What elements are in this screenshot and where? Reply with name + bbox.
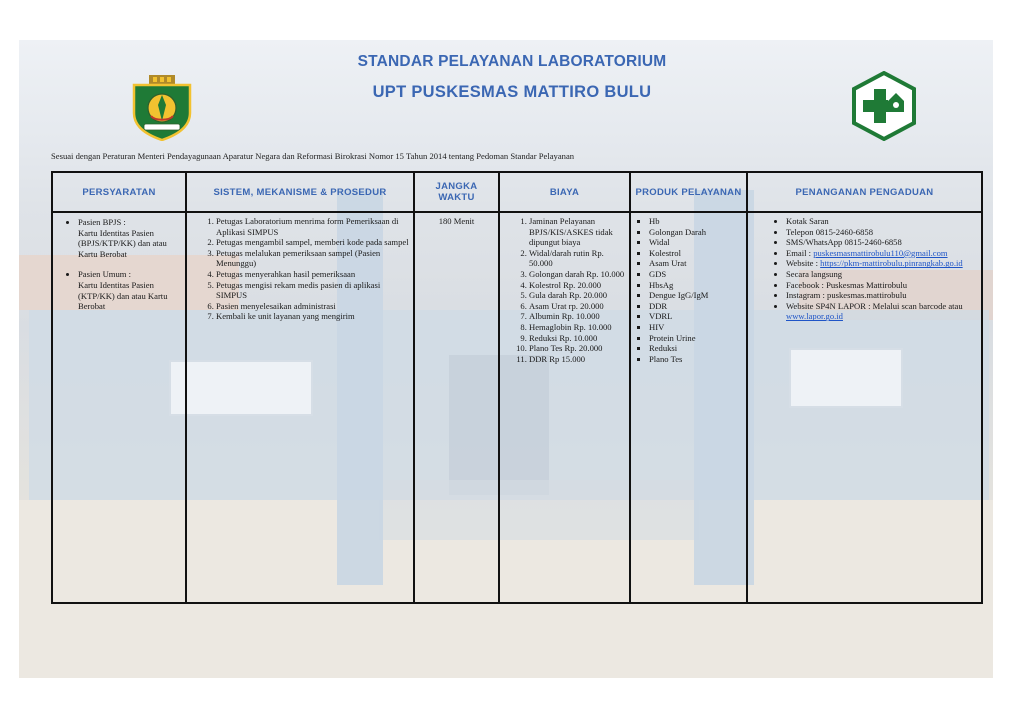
list-item: 7. Kembali ke unit layanan yang mengirim (216, 311, 409, 322)
list-item: ▪ Asam Urat (649, 258, 742, 269)
list-item: • Kotak Saran (786, 216, 977, 227)
cell-pengaduan (747, 212, 982, 603)
email-label: Email : (786, 247, 814, 258)
list-item: 4. Petugas menyerahkan hasil pemeriksaan (216, 269, 409, 280)
list-item: 6. Asam Urat rp. 20.000 (529, 301, 625, 312)
list-item: 11. DDR Rp 15.000 (529, 354, 625, 365)
list-item: 1. Petugas Laboratorium menrima form Pemeriksaan di Aplikasi SIMPUS (216, 216, 409, 237)
puskesmas-cross-icon (852, 71, 916, 141)
regulation-note: Sesuai dengan Peraturan Menteri Pendayagunaan Aparatur Negara dan Reformasi Birokrasi Nomor 15 Tahun 2014 tentang Pedoman Standar Pelayanan (51, 151, 575, 161)
header-biaya: BIAYA (499, 172, 630, 212)
service-standard-table (51, 171, 983, 604)
requirement-detail: Kartu Identitas Pasien (BPJS/KTP/KK) dan atau Kartu Berobat (78, 227, 167, 259)
list-item: • SMS/WhatsApp 0815-2460-6858 (786, 237, 977, 248)
list-item (786, 248, 977, 259)
cell-biaya (499, 212, 630, 603)
product-list (635, 216, 742, 364)
list-item: ▪ HbsAg (649, 280, 742, 291)
cell-produk (630, 212, 747, 603)
fee-list (504, 216, 625, 364)
list-item: 3. Golongan darah Rp. 10.000 (529, 269, 625, 280)
website-label: Website : (786, 258, 821, 269)
list-item: ▪ VDRL (649, 311, 742, 322)
list-item: ▪ DDR (649, 301, 742, 312)
page-title: STANDAR PELAYANAN LABORATORIUM (357, 53, 667, 70)
list-item: ▪ Golongan Darah (649, 227, 742, 238)
requirement-detail: Kartu Identitas Pasien (KTP/KK) dan atau Kartu Berobat (78, 279, 168, 312)
list-item: 3. Petugas melalukan pemeriksaan sampel (Pasien Menunggu) (216, 248, 409, 269)
lapor-label: Website SP4N LAPOR : Melalui scan barcode atau (786, 300, 963, 311)
page-subtitle: UPT PUSKESMAS MATTIRO BULU (372, 83, 652, 101)
list-item: ▪ Protein Urine (649, 333, 742, 344)
requirement-title: Pasien BPJS : (78, 217, 126, 227)
complaint-channel-list (752, 216, 977, 322)
list-item: 6. Pasien menyelesaikan administrasi (216, 301, 409, 312)
list-item (78, 217, 181, 259)
list-item: 2. Widal/darah rutin Rp. 50.000 (529, 248, 625, 269)
list-item: ▪ Hb (649, 216, 742, 227)
list-item: 5. Petugas mengisi rekam medis pasien di aplikasi SIMPUS (216, 280, 409, 301)
list-item: 2. Petugas mengambil sampel, memberi kode pada sampel (216, 237, 409, 248)
procedure-list (191, 216, 409, 322)
email-link[interactable]: puskesmasmattirobulu110@gmail.com (813, 247, 948, 258)
list-item: • Facebook : Puskesmas Mattirobulu (786, 280, 977, 291)
list-item: ▪ Kolestrol (649, 248, 742, 259)
list-item: 10. Plano Tes Rp. 20.000 (529, 343, 625, 354)
list-item: 5. Gula darah Rp. 20.000 (529, 290, 625, 301)
list-item: 8. Hemaglobin Rp. 10.000 (529, 322, 625, 333)
list-item: ▪ GDS (649, 269, 742, 280)
cell-persyaratan (52, 212, 186, 603)
header-produk: PRODUK PELAYANAN (630, 172, 747, 212)
header-waktu: JANGKA WAKTU (414, 172, 499, 212)
list-item: • Instagram : puskesmas.mattirobulu (786, 290, 977, 301)
list-item (78, 269, 181, 311)
list-item: ▪ Dengue IgG/IgM (649, 290, 742, 301)
list-item: • Telepon 0815-2460-6858 (786, 227, 977, 238)
requirement-list (57, 217, 181, 312)
header-prosedur: SISTEM, MEKANISME & PROSEDUR (186, 172, 414, 212)
list-item: 4. Kolestrol Rp. 20.000 (529, 280, 625, 291)
list-item: 1. Jaminan Pelayanan BPJS/KIS/ASKES tidak dipungut biaya (529, 216, 625, 248)
header-persyaratan: PERSYARATAN (52, 172, 186, 212)
list-item: ▪ Reduksi (649, 343, 742, 354)
cell-waktu (414, 212, 499, 603)
list-item: ▪ HIV (649, 322, 742, 333)
lapor-link[interactable]: www.lapor.go.id (786, 311, 843, 322)
list-item: 7. Albumin Rp. 10.000 (529, 311, 625, 322)
regency-crest-icon (131, 75, 193, 141)
list-item: ▪ Widal (649, 237, 742, 248)
list-item: • Secara langsung (786, 269, 977, 280)
list-item: ▪ Plano Tes (649, 354, 742, 365)
table-header-row (52, 172, 982, 212)
service-duration: 180 Menit (438, 216, 475, 226)
list-item (786, 258, 977, 269)
list-item (786, 301, 977, 322)
cell-prosedur (186, 212, 414, 603)
website-link[interactable]: https://pkm-mattirobulu.pinrangkab.go.id (820, 258, 963, 269)
requirement-title: Pasien Umum : (78, 269, 131, 280)
list-item: 9. Reduksi Rp. 10.000 (529, 333, 625, 344)
header-pengaduan: PENANGANAN PENGADUAN (747, 172, 982, 212)
table-body-row (52, 212, 982, 603)
